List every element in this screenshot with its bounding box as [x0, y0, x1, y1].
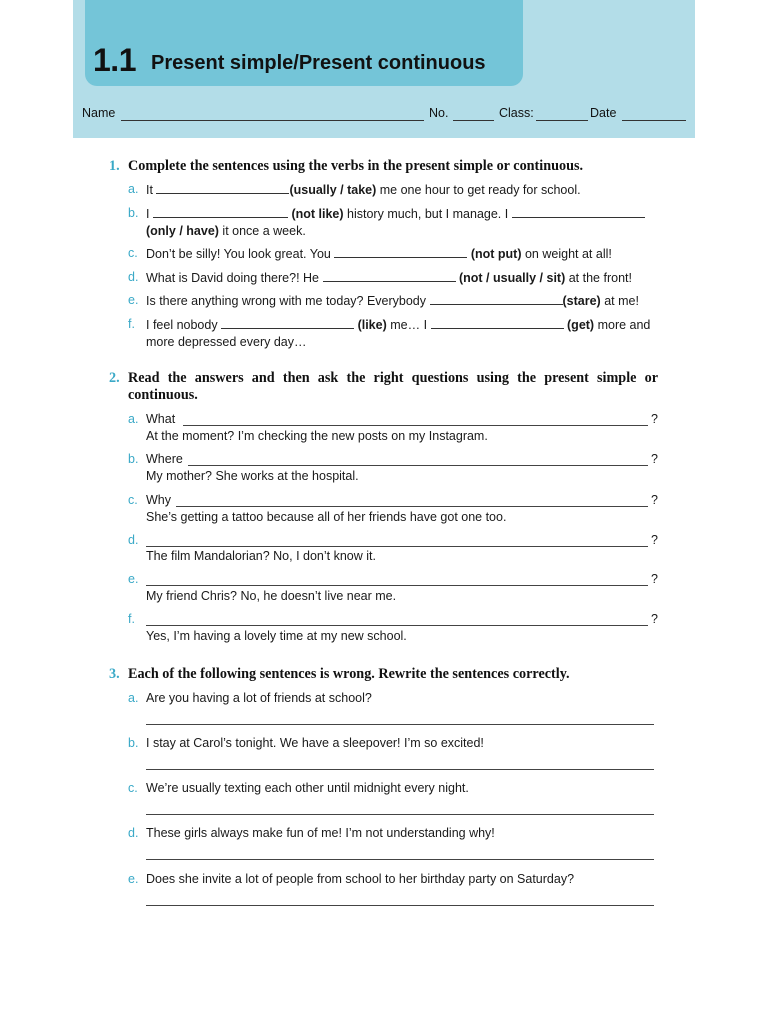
number-label: No. [429, 106, 449, 120]
question-prompt: Where [146, 452, 183, 466]
item-letter: e. [128, 293, 139, 307]
question-mark: ? [651, 572, 658, 586]
verb-hint: (get) [567, 318, 595, 332]
name-label: Name [82, 106, 116, 120]
exercise-instruction: Read the answers and then ask the right questions using the present simple or continuous. [128, 370, 658, 403]
ex2-item-b [128, 451, 658, 487]
item-text: more and [597, 318, 651, 332]
answer-blank[interactable] [323, 269, 456, 282]
worksheet-page [73, 0, 695, 1024]
item-letter: f. [128, 612, 135, 626]
item-text: me one hour to get ready for school. [379, 183, 581, 197]
name-field[interactable] [121, 120, 424, 121]
page-title: Present simple/Present continuous [151, 52, 486, 74]
item-letter: a. [128, 182, 139, 196]
ex3-item-d [128, 825, 658, 865]
verb-hint: (only / have) [146, 224, 219, 238]
ex3-item-e [128, 871, 658, 911]
verb-hint: (like) [357, 318, 387, 332]
answer-blank[interactable] [153, 205, 288, 218]
ex2-item-c [128, 492, 658, 528]
ex2-item-d [128, 532, 658, 568]
question-mark: ? [651, 412, 658, 426]
item-text: I [146, 207, 150, 221]
item-text: What is David doing there?! He [146, 271, 320, 285]
item-text: more depressed every day… [146, 335, 307, 349]
item-letter: b. [128, 206, 139, 220]
answer-line[interactable] [188, 465, 648, 466]
ex2-item-e [128, 571, 658, 607]
answer-line[interactable] [146, 769, 654, 770]
item-text: It [146, 183, 153, 197]
wrong-sentence: Are you having a lot of friends at school? [146, 691, 372, 705]
exercise-number: 2. [109, 370, 120, 386]
given-answer: She’s getting a tattoo because all of her friends have got one too. [146, 510, 507, 524]
class-field[interactable] [536, 120, 588, 121]
item-letter: c. [128, 246, 138, 260]
item-letter: a. [128, 412, 139, 426]
answer-line[interactable] [183, 425, 648, 426]
unit-number: 1.1 [93, 42, 136, 78]
question-mark: ? [651, 533, 658, 547]
date-field[interactable] [622, 120, 686, 121]
number-field[interactable] [453, 120, 494, 121]
question-prompt: What [146, 412, 176, 426]
worksheet-header [73, 0, 695, 138]
question-mark: ? [651, 612, 658, 626]
item-text: I feel nobody [146, 318, 218, 332]
item-letter: b. [128, 736, 139, 750]
item-text: at the front! [568, 271, 632, 285]
verb-hint: (not / usually / sit) [458, 271, 566, 285]
verb-hint: (usually / take) [289, 183, 377, 197]
item-text: it once a week. [222, 224, 306, 238]
answer-line[interactable] [146, 905, 654, 906]
answer-line[interactable] [146, 625, 648, 626]
question-prompt: Why [146, 493, 171, 507]
date-label: Date [590, 106, 617, 120]
wrong-sentence: These girls always make fun of me! I’m not understanding why! [146, 826, 495, 840]
item-text: history much, but I manage. I [347, 207, 509, 221]
item-letter: d. [128, 533, 139, 547]
given-answer: The film Mandalorian? No, I don’t know it. [146, 549, 376, 563]
item-letter: b. [128, 452, 139, 466]
answer-blank[interactable] [430, 292, 563, 305]
verb-hint: (not put) [470, 247, 522, 261]
item-letter: a. [128, 691, 139, 705]
answer-blank[interactable] [512, 205, 645, 218]
answer-blank[interactable] [156, 181, 289, 194]
answer-line[interactable] [146, 585, 648, 586]
answer-line[interactable] [146, 724, 654, 725]
answer-line[interactable] [176, 506, 648, 507]
item-text: me… I [390, 318, 428, 332]
item-letter: c. [128, 493, 138, 507]
given-answer: My mother? She works at the hospital. [146, 469, 359, 483]
wrong-sentence: Does she invite a lot of people from school to her birthday party on Saturday? [146, 872, 575, 886]
item-text: Is there anything wrong with me today? Everybody [146, 294, 427, 308]
answer-line[interactable] [146, 814, 654, 815]
answer-blank[interactable] [334, 245, 467, 258]
wrong-sentence: I stay at Carol’s tonight. We have a sleepover! I’m so excited! [146, 736, 484, 750]
verb-hint: (stare) [562, 294, 601, 308]
given-answer: Yes, I’m having a lovely time at my new school. [146, 629, 407, 643]
item-text: on weight at all! [524, 247, 612, 261]
answer-blank[interactable] [221, 316, 354, 329]
exercise-number: 3. [109, 666, 120, 682]
item-letter: f. [128, 317, 135, 331]
item-text: Don’t be silly! You look great. You [146, 247, 331, 261]
exercise-instruction: Complete the sentences using the verbs in the present simple or continuous. [128, 158, 584, 174]
question-mark: ? [651, 493, 658, 507]
answer-blank[interactable] [431, 316, 564, 329]
item-letter: d. [128, 270, 139, 284]
class-label: Class: [499, 106, 534, 120]
item-letter: e. [128, 872, 139, 886]
exercise-number: 1. [109, 158, 120, 174]
question-mark: ? [651, 452, 658, 466]
answer-line[interactable] [146, 859, 654, 860]
exercise-instruction: Each of the following sentences is wrong. Rewrite the sentences correctly. [128, 666, 570, 682]
ex3-item-c [128, 780, 658, 820]
item-letter: e. [128, 572, 139, 586]
ex2-item-f [128, 611, 658, 647]
answer-line[interactable] [146, 546, 648, 547]
ex3-item-b [128, 735, 658, 775]
ex2-item-a [128, 411, 658, 447]
ex3-item-a [128, 690, 658, 730]
item-letter: c. [128, 781, 138, 795]
verb-hint: (not like) [291, 207, 344, 221]
wrong-sentence: We’re usually texting each other until midnight every night. [146, 781, 469, 795]
item-text: at me! [604, 294, 639, 308]
given-answer: My friend Chris? No, he doesn’t live near me. [146, 589, 397, 603]
given-answer: At the moment? I’m checking the new posts on my Instagram. [146, 429, 488, 443]
item-letter: d. [128, 826, 139, 840]
